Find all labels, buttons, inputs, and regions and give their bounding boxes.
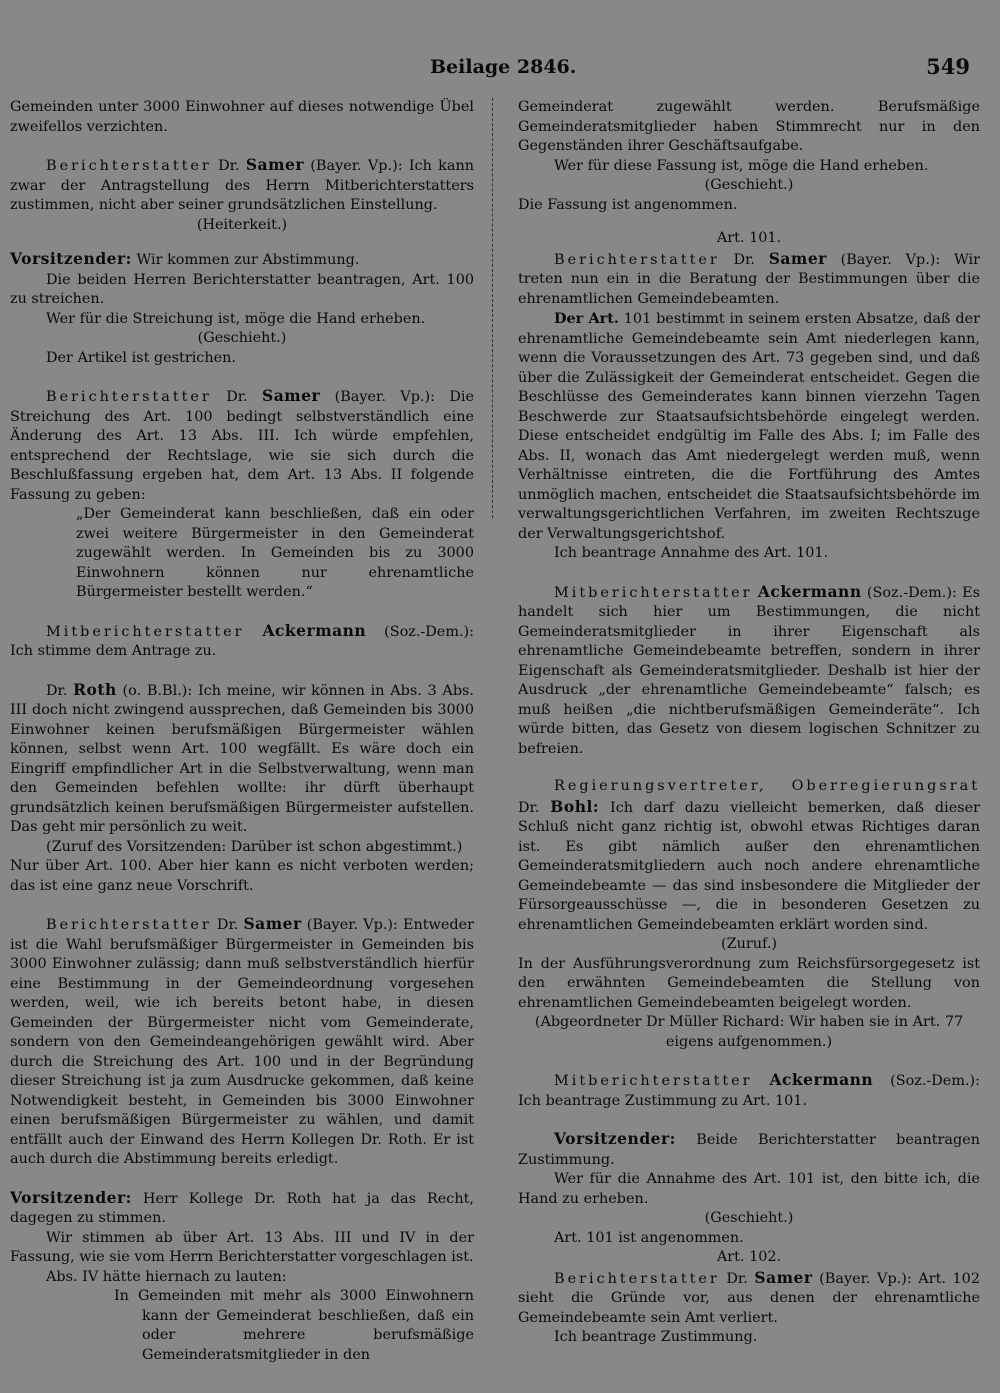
- paragraph: Berichterstatter Dr. Samer (Bayer. Vp.): Entweder ist die Wahl berufsmäßiger Bürgermeister in Gemeinden bis 3000 Einwohner zulässig; dann muß selbstverständlich hierfür eine Bestimmung in der Gemeindeordnung vorgesehen werden, weil, wie ich bereits betont habe, in diesen Gemeinden der Bürgermeister nicht vom Gemeinderate, sondern von den Gemeindeangehörigen gewählt wird. Aber durch die Streichung des Art. 100 und in der Begründung dieser Streichung ist ja zum Ausdrucke gekommen, daß keine Notwendigkeit besteht, in Gemeinden bis 3000 Einwohner einen berufsmäßigen Bürgermeister zu wählen, und damit entfällt auch der Einwand des Herrn Kollegen Dr. Roth. Er ist auch durch die Abstimmung bereits erledigt.: [10, 914, 474, 1167]
- paragraph: Der Artikel ist gestrichen.: [46, 349, 236, 366]
- speaker-name: Vorsitzender:: [10, 1187, 132, 1207]
- paragraph: Mitberichterstatter Ackermann (Soz.-Dem.): Ich beantrage Zustimmung zu Art. 101.: [518, 1070, 980, 1109]
- paragraph: (Zuruf des Vorsitzenden: Darüber ist schon abgestimmt.): [46, 838, 463, 855]
- speaker-name: Ackermann: [262, 620, 367, 640]
- speaker-role: Berichterstatter: [554, 1270, 720, 1287]
- paragraph: Berichterstatter Dr. Samer (Bayer. Vp.): Art. 102 sieht die Gründe vor, aus denen der ehrenamtliche Gemeindebeamte sein Amt verliert.: [518, 1267, 980, 1326]
- paragraph: Art. 102.: [716, 1249, 782, 1265]
- paragraph: Gemeinderat zugewählt werden. Berufsmäßige Gemeinderatsmitglieder haben Stimmrecht nur in den Gegenständen ihrer Geschäftsaufgabe.: [518, 99, 980, 154]
- paragraph: Der Art. 101 bestimmt in seinem ersten Absatze, daß der ehrenamtliche Gemeindebeamte sein Amt niederlegen kann, wenn die Voraussetzungen des Art. 73 gegeben sind, und daß über die Zulässigkeit der Gemeinderat entscheidet. Gegen die Beschlüsse des Gemeinderates kann binnen vierzehn Tagen Beschwerde zur Staatsaufsichtsbehörde eingelegt werden. Diese entscheidet endgültig im Falle des Abs. I; im Falle des Abs. II, wonach das Amt niedergelegt werden muß, wenn Verhältnisse eintreten, die die Fortführung des Amtes unmöglich machen, entscheidet die Staatsaufsichtsbehörde im verwaltungsgerichtlichen Verfahren, im zweiten Rechtszuge der Verwaltungsgerichtshof.: [518, 310, 980, 542]
- speaker-role: Mitberichterstatter: [554, 1073, 753, 1089]
- paragraph: Wir stimmen ab über Art. 13 Abs. III und IV in der Fassung, wie sie vom Herrn Berichterstatter vorgeschlagen ist.: [10, 1229, 474, 1265]
- speaker-name: Samer: [243, 914, 302, 933]
- speaker-name: Samer: [768, 248, 827, 268]
- column-divider: [492, 98, 493, 518]
- paragraph: Ich beantrage Zustimmung.: [554, 1329, 758, 1345]
- speaker-name: Vorsitzender:: [554, 1129, 676, 1148]
- paragraph: In der Ausführungsverordnung zum Reichsfürsorgegesetz ist den erwähnten Gemeindebeamten die Stellung von ehrenamtlichen Gemeindebeamten beigelegt worden.: [518, 955, 980, 1011]
- left-column: [10, 98, 474, 1365]
- paragraph: (Abgeordneter Dr Müller Richard: Wir haben sie in Art. 77 eigens aufgenommen.): [534, 1014, 964, 1050]
- paragraph: Die Fassung ist angenommen.: [518, 196, 738, 213]
- speaker-role: Mitberichterstatter: [554, 584, 753, 601]
- paragraph: „Der Gemeinderat kann beschließen, daß ein oder zwei weitere Bürgermeister in den Gemeinderat zugewählt werden. In Gemeinden bis zu 3000 Einwohnern können nur ehrenamtliche Bürgermeister bestellt werden.“: [76, 506, 474, 600]
- paragraph: (Geschieht.): [197, 330, 287, 346]
- paragraph: Ich beantrage Annahme des Art. 101.: [554, 545, 829, 561]
- paragraph: Dr. Roth (o. B.Bl.): Ich meine, wir können in Abs. 3 Abs. III doch nicht zwingend aussprechen, daß Gemeinden bis 3000 Einwohner keinen berufsmäßigen Bürgermeister wählen können, selbst wenn Art. 100 wegfällt. Es wäre doch ein Eingriff empfindlicher Art in die Selbstverwaltung, wenn man den Gemeinden befehlen wollte: ihr dürft überhaupt grundsätzlich keinen berufsmäßigen Bürgermeister aufstellen. Das geht mir persönlich zu weit.: [10, 679, 474, 835]
- page-header-title: Beilage 2846.: [430, 56, 577, 78]
- speaker-name: Samer: [754, 1267, 813, 1287]
- paragraph: Abs. IV hätte hiernach zu lauten:: [46, 1268, 287, 1285]
- right-column: [518, 98, 980, 1348]
- speaker-role: Berichterstatter: [554, 251, 720, 268]
- speaker-name: Ackermann: [769, 1070, 874, 1089]
- paragraph: Mitberichterstatter Ackermann (Soz.-Dem.): Ich stimme dem Antrage zu.: [10, 620, 474, 659]
- paragraph: Gemeinden unter 3000 Einwohner auf dieses notwendige Übel zweifellos verzichten.: [10, 99, 474, 135]
- paragraph: Wer für diese Fassung ist, möge die Hand erheben.: [554, 157, 929, 174]
- paragraph: Berichterstatter Dr. Samer (Bayer. Vp.): Die Streichung des Art. 100 bedingt selbstverständlich eine Änderung des Art. 13 Abs. III. Ich würde empfehlen, entsprechend der Rechtslage, wie sie sich durch die Beschlußfassung ergeben hat, dem Art. 13 Abs. II folgende Fassung zu geben:: [10, 386, 475, 503]
- paragraph: Wer für die Streichung ist, möge die Hand erheben.: [46, 310, 426, 327]
- paragraph: Die beiden Herren Berichterstatter beantragen, Art. 100 zu streichen.: [10, 271, 474, 307]
- paragraph: Art. 101 ist angenommen.: [554, 1229, 744, 1246]
- paragraph: (Heiterkeit.): [196, 216, 288, 233]
- speaker-role: Berichterstatter: [46, 389, 212, 405]
- speaker-name: Samer: [245, 155, 304, 174]
- speaker-role: Berichterstatter: [46, 917, 212, 933]
- page-number: 549: [926, 54, 970, 79]
- paragraph: Vorsitzender: Wir kommen zur Abstimmung.: [10, 249, 360, 268]
- paragraph: Wer für die Annahme des Art. 101 ist, den bitte ich, die Hand zu erheben.: [518, 1171, 980, 1207]
- paragraph: In Gemeinden mit mehr als 3000 Einwohnern kann der Gemeinderat beschließen, daß ein oder mehrere berufsmäßige Gemeinderatsmitglieder in den: [114, 1288, 474, 1363]
- speaker-name: Ackermann: [757, 581, 862, 601]
- paragraph: Berichterstatter Dr. Samer (Bayer. Vp.): Ich kann zwar der Antragstellung des Herrn Mitberichterstatters zustimmen, nicht aber seiner grundsätzlichen Einstellung.: [10, 155, 475, 213]
- paragraph: (Zuruf.): [720, 936, 778, 952]
- speaker-role: Der Art.: [554, 310, 619, 327]
- paragraph: (Geschieht.): [704, 177, 794, 193]
- speaker-role: Regierungsvertreter, Oberregierungsrat: [554, 778, 980, 794]
- paragraph: Regierungsvertreter, Oberregierungsrat Dr. Bohl: Ich darf dazu vielleicht bemerken, daß dieser Schluß nicht ganz richtig ist, obwohl etwas Richtiges daran ist. Es gibt nämlich außer den ehrenamtlichen Gemeinderatsmitgliedern auch noch andere ehrenamtliche Gemeindebeamte — das sind insbesondere die Mitglieder der Fürsorgeausschüsse —, die in besonderen Gesetzen zu ehrenamtlichen Gemeindebeamten erklärt worden sind.: [518, 778, 981, 933]
- paragraph: Art. 101.: [716, 230, 782, 246]
- paragraph: Nur über Art. 100. Aber hier kann es nicht verboten werden; das ist eine ganz neue Vorschrift.: [10, 858, 474, 894]
- paragraph: Vorsitzender: Beide Berichterstatter beantragen Zustimmung.: [518, 1129, 980, 1168]
- speaker-name: Bohl:: [550, 796, 600, 816]
- speaker-name: Roth: [73, 679, 117, 699]
- paragraph: Mitberichterstatter Ackermann (Soz.-Dem.): Es handelt sich hier um Bestimmungen, die nicht Gemeinderatsmitglieder in ihrer Eigenschaft als ehrenamtliche Gemeindebeamte betreffen, sondern in ihrer Eigenschaft als Gemeinderatsmitglieder. Deshalb ist hier der Ausdruck „der ehrenamtliche Gemeindebeamte“ falsch; es muß heißen „die nichtberufsmäßigen Gemeinderäte“. Ich würde bitten, das Gesetz von diesem logischen Schnitzer zu befreien.: [518, 581, 981, 757]
- paragraph: Berichterstatter Dr. Samer (Bayer. Vp.): Wir treten nun ein in die Beratung der Bestimmungen über die ehrenamtlichen Gemeindebeamten.: [518, 248, 981, 307]
- paragraph: (Geschieht.): [704, 1210, 794, 1226]
- speaker-role: Mitberichterstatter: [46, 623, 245, 640]
- speaker-name: Vorsitzender:: [10, 249, 132, 268]
- speaker-role: Berichterstatter: [46, 158, 212, 174]
- speaker-name: Samer: [262, 386, 321, 405]
- paragraph: Vorsitzender: Herr Kollege Dr. Roth hat ja das Recht, dagegen zu stimmen.: [10, 1187, 474, 1226]
